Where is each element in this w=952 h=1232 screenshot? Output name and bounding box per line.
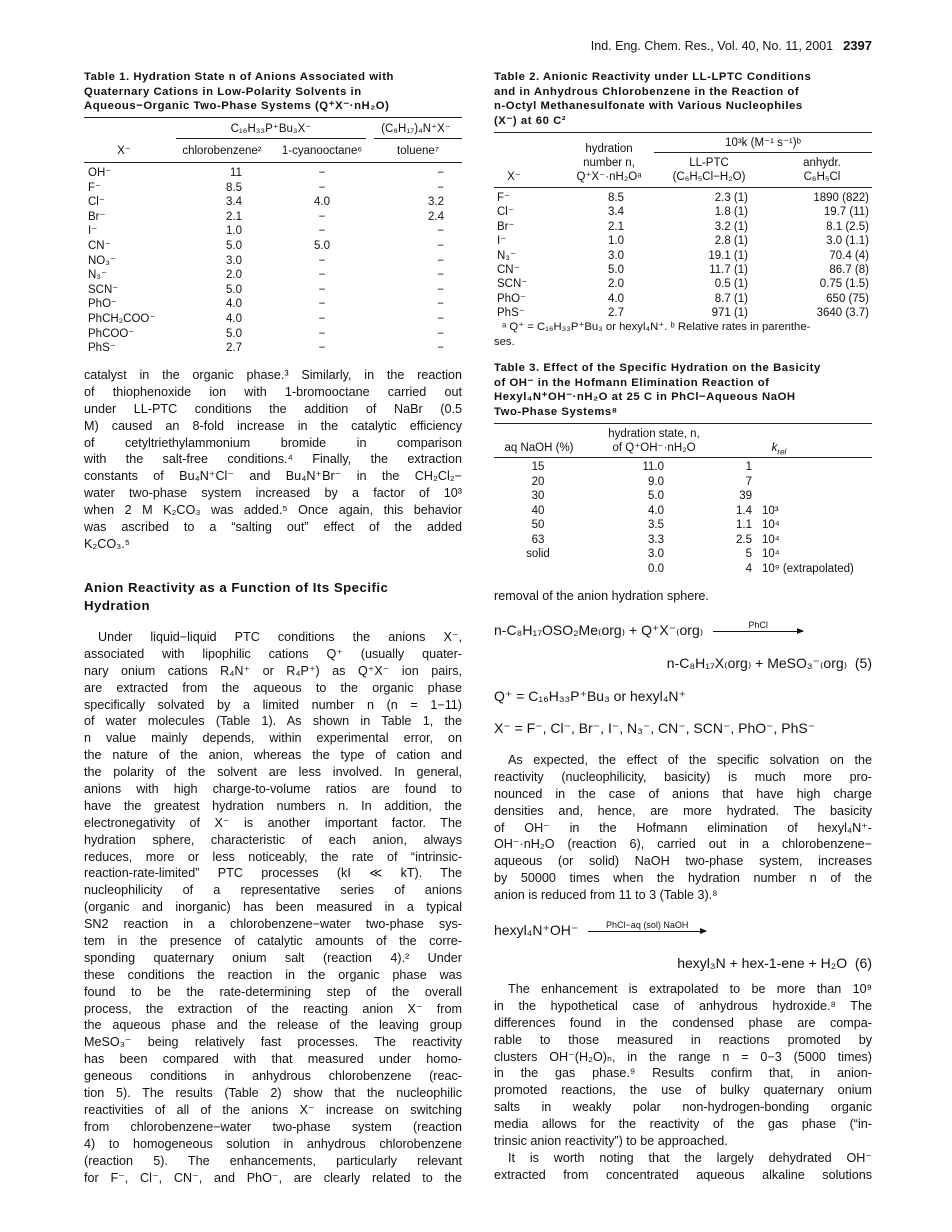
text-line: of thiophenoxide ion with 1-bromooctane carried out bbox=[84, 384, 462, 399]
text-line: tion 5). The results (Table 2) show that the nucleophilic bbox=[84, 1086, 462, 1101]
table-row bbox=[494, 220, 872, 235]
table-row bbox=[84, 166, 462, 181]
table-row bbox=[494, 518, 872, 533]
table-cell: PhCOO⁻ bbox=[88, 327, 135, 340]
text-line: promoted reactions, the use of bulky quaternary onium bbox=[494, 1083, 872, 1098]
group-header: (C₈H₁₇)₄N⁺X⁻ bbox=[381, 123, 451, 135]
table-cell: 5.0 bbox=[226, 327, 242, 340]
table-row bbox=[494, 263, 872, 278]
table-cell: 4.0 bbox=[608, 292, 624, 305]
table-cell: 1.1 bbox=[736, 519, 752, 531]
title-line: Table 1. Hydration State n of Anions Associated with bbox=[84, 71, 395, 83]
text-line: specifically solvated by a limited number n (n = 1−11) bbox=[84, 697, 462, 712]
table-cell: 11.0 bbox=[642, 461, 664, 473]
table-cell: 4.0 bbox=[314, 196, 330, 209]
paragraph bbox=[494, 981, 872, 1150]
text-line: reactivities of all of the anions X⁻ increase on switching bbox=[84, 1102, 462, 1117]
table-row bbox=[494, 205, 872, 220]
text-line: geneous conditions in anhydrous chlorobenzene (reac- bbox=[84, 1069, 462, 1084]
table-row bbox=[84, 239, 462, 254]
table-cell: 1890 (822) bbox=[813, 192, 869, 204]
table-cell: 3.0 bbox=[226, 254, 242, 267]
table-cell: 3.3 bbox=[648, 533, 664, 546]
table-row bbox=[494, 504, 872, 519]
text-line: extracted from concentrated aqueous alkaline solutions bbox=[494, 1167, 872, 1182]
table-cell: − bbox=[318, 254, 326, 267]
table-cell: − bbox=[437, 240, 444, 252]
table-cell: − bbox=[318, 167, 326, 179]
table-cell: 2.7 bbox=[608, 307, 624, 320]
text-line: associated with lipophilic cations Q⁺ (usually quater- bbox=[84, 646, 462, 661]
heading-line: Anion Reactivity as a Function of Its Specific bbox=[84, 580, 389, 595]
footnote-line: ses. bbox=[494, 336, 515, 348]
table-header bbox=[84, 144, 462, 159]
column-header: C₆H₅Cl bbox=[803, 171, 841, 183]
text-line: reaction-rate-limited” PTC processes (kI ≪ kT). The bbox=[84, 866, 462, 881]
text-line: in the hypothetical case of anhydrous hydroxide.⁸ The bbox=[494, 998, 872, 1013]
table-cell: 2.5 bbox=[736, 533, 752, 546]
table-cell: − bbox=[437, 298, 444, 311]
text-line: M) caused an 8-fold increase in the catalytic efficiency bbox=[84, 418, 462, 433]
table-cell: − bbox=[318, 298, 326, 311]
text-line: under LL-PTC conditions the addition of NaBr (0.5 bbox=[84, 401, 462, 416]
text-line: was ascribed to a “salting out” effect of the added bbox=[84, 520, 462, 535]
table-cell: 0.5 (1) bbox=[714, 278, 748, 291]
text-line: of OH⁻ in the Hofmann elimination of hexyl₄N⁺- bbox=[494, 820, 872, 835]
table-3 bbox=[494, 361, 872, 576]
text-line: are extracted from the aqueous to the organic phase bbox=[84, 680, 462, 695]
table-cell: SCN⁻ bbox=[88, 283, 119, 296]
table-row bbox=[494, 234, 872, 249]
table-2-title bbox=[494, 70, 872, 128]
rule bbox=[494, 132, 872, 133]
table-row bbox=[84, 297, 462, 312]
table-3-title bbox=[494, 361, 872, 419]
table-cell: 5.0 bbox=[648, 490, 664, 502]
table-cell: 10⁴ bbox=[762, 519, 780, 531]
text-line: media allows for the reactivity of the gas phase (“in- bbox=[494, 1117, 872, 1132]
table-cell: SCN⁻ bbox=[497, 278, 528, 291]
table-cell: − bbox=[437, 254, 444, 267]
table-header bbox=[494, 441, 872, 456]
column-header: Q⁺X⁻·nH₂Oᵃ bbox=[576, 171, 642, 183]
text-line: by 50000 times when the hydration number n of the bbox=[494, 871, 872, 886]
table-cell: 3.0 (1.1) bbox=[826, 235, 869, 248]
table-cell: 15 bbox=[531, 461, 545, 473]
text-line: the aqueous phase and the release of the leaving group bbox=[84, 1018, 462, 1033]
column-header: (C₆H₅Cl−H₂O) bbox=[672, 171, 746, 183]
group-header: C₁₆H₃₃P⁺Bu₃X⁻ bbox=[230, 123, 312, 135]
text-line: differences found in the condensed phase are compa- bbox=[494, 1015, 872, 1030]
text-line: the polarity of the solvent are less involved. In general, bbox=[84, 765, 462, 780]
table-cell: 11 bbox=[230, 167, 242, 179]
table-cell: − bbox=[318, 283, 326, 296]
text-line: hydration sphere, characteristic of each anion, always bbox=[84, 832, 462, 847]
table-header bbox=[494, 170, 872, 185]
table-cell: − bbox=[437, 313, 444, 325]
text-line: sponding quaternary onium salt (reaction 4).² Under bbox=[84, 950, 462, 965]
reaction-arrow-icon bbox=[588, 919, 706, 932]
table-cell: 30 bbox=[531, 490, 545, 502]
table-row bbox=[494, 277, 872, 292]
text-line: nary onium cations R₄N⁺ or R₄P⁺) as Q⁺X⁻ ion pairs, bbox=[84, 663, 462, 678]
table-row bbox=[494, 489, 872, 504]
title-line: Two-Phase Systems⁸ bbox=[494, 405, 618, 418]
table-cell: 19.7 (11) bbox=[823, 206, 869, 219]
rule bbox=[176, 138, 366, 139]
table-cell: 0.0 bbox=[648, 562, 664, 575]
table-cell: 2.0 bbox=[226, 269, 242, 282]
table-cell: − bbox=[318, 181, 326, 194]
table-row bbox=[494, 249, 872, 264]
table-cell: 2.0 bbox=[608, 278, 624, 291]
table-cell: solid bbox=[526, 548, 550, 560]
table-row bbox=[494, 460, 872, 475]
table-cell: 1 bbox=[745, 461, 752, 473]
text-line: SN2 reaction in a chlorobenzene−water two-phase sys- bbox=[84, 917, 462, 932]
table-row bbox=[494, 547, 872, 562]
title-line: Hexyl₄N⁺OH⁻·nH₂O at 25 C in PhCl−Aqueous NaOH bbox=[494, 391, 796, 404]
table-row bbox=[494, 533, 872, 548]
text-line: catalyst in the organic phase.³ Similarly, in the reaction bbox=[84, 368, 462, 382]
table-cell: − bbox=[318, 342, 326, 355]
table-cell: 8.7 (1) bbox=[714, 292, 748, 305]
table-cell: 9.0 bbox=[648, 475, 664, 488]
table-cell: 5.0 bbox=[226, 240, 242, 252]
table-cell: 10⁹ (extrapolated) bbox=[762, 562, 854, 575]
text-line: constants of Bu₄N⁺Cl⁻ and Bu₄N⁺Br⁻ in the CH₂Cl₂− bbox=[84, 469, 462, 484]
table-cell: 10⁴ bbox=[762, 533, 780, 546]
table-row bbox=[494, 475, 872, 490]
table-cell: 1.0 bbox=[608, 235, 624, 248]
table-cell: 7 bbox=[745, 475, 752, 488]
table-cell: 10⁴ bbox=[762, 548, 780, 560]
table-cell: F⁻ bbox=[497, 192, 511, 204]
text-line: nounced in the case of anions that have high charge bbox=[494, 786, 872, 801]
rule bbox=[374, 138, 462, 139]
text-line: anion is reduced from 11 to 3 (Table 3).⁸ bbox=[494, 888, 718, 903]
text-line: reduces, more or less noticeably, the rate of “intrinsic- bbox=[84, 849, 462, 864]
text-line: the nature of the anion, whereas the type of cation and bbox=[84, 748, 462, 763]
table-cell: 10³ bbox=[762, 504, 779, 517]
table-cell: 971 (1) bbox=[711, 307, 748, 320]
reaction-arrow-icon bbox=[713, 619, 803, 632]
table-cell: 0.75 (1.5) bbox=[819, 278, 869, 291]
table-cell: NO₃⁻ bbox=[88, 254, 117, 267]
table-cell: N₃⁻ bbox=[88, 269, 108, 282]
table-cell: − bbox=[318, 327, 326, 340]
arrow-label: PhCl bbox=[748, 619, 768, 630]
table-cell: I⁻ bbox=[497, 235, 507, 248]
q-definition: Q⁺ = C₁₆H₃₃P⁺Bu₃ or hexyl₄N⁺ bbox=[494, 688, 686, 704]
text-line: nucleophilicity of a representative series of anions bbox=[84, 883, 462, 898]
table-cell: 3.2 bbox=[428, 196, 444, 209]
text-line: rable to those measured in reactions promoted by bbox=[494, 1032, 872, 1047]
table-cell: 1.8 (1) bbox=[714, 206, 748, 219]
x-definition: X⁻ = F⁻, Cl⁻, Br⁻, I⁻, N₃⁻, CN⁻, SCN⁻, PhO⁻, PhS⁻ bbox=[494, 720, 816, 736]
page-number: 2397 bbox=[843, 38, 872, 53]
table-row bbox=[84, 254, 462, 269]
rule bbox=[84, 162, 462, 163]
text-line: Under liquid−liquid PTC conditions the anions X⁻, bbox=[98, 630, 462, 644]
journal-citation: Ind. Eng. Chem. Res., Vol. 40, No. 11, 2001 bbox=[590, 39, 834, 53]
title-line: Quaternary Cations in Low-Polarity Solvents in bbox=[84, 85, 362, 98]
column-header: X⁻ bbox=[507, 171, 521, 183]
table-cell: F⁻ bbox=[88, 181, 102, 194]
equation-products: hexyl₃N + hex-1-ene + H₂O bbox=[677, 955, 848, 971]
equation-products: n-C₈H₁₇X₍org₎ + MeSO₃⁻₍org₎ bbox=[666, 655, 848, 671]
table-cell: 2.7 bbox=[226, 342, 242, 355]
table-cell: PhS⁻ bbox=[497, 307, 525, 320]
table-cell: 70.4 (4) bbox=[829, 249, 869, 262]
title-line: and in Anhydrous Chlorobenzene in the Reaction of bbox=[494, 85, 800, 98]
text-line: aqueous (or solid) NaOH two-phase system, increases bbox=[494, 854, 872, 869]
table-row bbox=[494, 292, 872, 307]
paragraph bbox=[84, 629, 462, 1186]
table-cell: − bbox=[437, 167, 444, 179]
table-cell: 4.0 bbox=[226, 298, 242, 311]
column-header: chlorobenzene² bbox=[182, 145, 262, 157]
equation-5 bbox=[494, 619, 803, 639]
table-cell: 39 bbox=[739, 490, 752, 502]
rule bbox=[494, 187, 872, 188]
table-cell: 8.1 (2.5) bbox=[826, 220, 869, 233]
table-row bbox=[494, 306, 872, 321]
table-cell: 2.1 bbox=[226, 210, 242, 223]
table-cell: PhS⁻ bbox=[88, 342, 116, 355]
text-line: reactivity (nucleophilicity, basicity) is much more pro- bbox=[494, 769, 872, 784]
paragraph bbox=[494, 1150, 872, 1184]
table-cell: Cl⁻ bbox=[497, 206, 514, 219]
table-cell: 4.0 bbox=[648, 504, 664, 517]
text-line: n value mainly depends, within experimental error, on bbox=[84, 731, 462, 746]
rule bbox=[494, 457, 872, 458]
table-cell: 8.5 bbox=[608, 192, 624, 204]
text-line: K₂CO₃.⁵ bbox=[84, 536, 131, 551]
table-cell: PhO⁻ bbox=[497, 292, 527, 305]
table-row bbox=[84, 268, 462, 283]
table-row bbox=[84, 224, 462, 239]
paragraph bbox=[494, 588, 872, 605]
table-cell: OH⁻ bbox=[88, 167, 112, 179]
text-line: in the gas phase.⁹ Results confirm that, in anion- bbox=[494, 1066, 872, 1081]
text-line: from chlorobenzene−water two-phase system (reaction bbox=[84, 1119, 462, 1134]
table-cell: 3640 (3.7) bbox=[816, 307, 869, 320]
column-header: hydration state, n, bbox=[608, 428, 700, 440]
column-header: aq NaOH (%) bbox=[504, 442, 574, 454]
text-line: OH⁻·nH₂O (reaction 6), carried out in a chlorobenzene− bbox=[494, 837, 872, 852]
section-heading bbox=[84, 579, 462, 615]
table-cell: 3.5 bbox=[648, 519, 664, 531]
equation-reactants: hexyl₄N⁺OH⁻ bbox=[494, 922, 579, 938]
table-cell: 650 (75) bbox=[826, 292, 869, 305]
table-cell: 2.3 (1) bbox=[714, 192, 748, 204]
table-cell: 19.1 (1) bbox=[708, 249, 748, 262]
table-row bbox=[84, 341, 462, 356]
text-line: 4) to homogeneous solution in anhydrous chlorobenzene bbox=[84, 1136, 462, 1151]
table-row bbox=[84, 283, 462, 298]
paragraph bbox=[494, 752, 872, 904]
text-line: for F⁻, Cl⁻, CN⁻, and PhO⁻, are clearly related to the bbox=[84, 1170, 462, 1185]
table-cell: 5 bbox=[745, 548, 752, 560]
text-line: when 2 M K₂CO₃ was added.⁵ Once again, this behavior bbox=[84, 503, 462, 518]
text-line: have the greatest hydration numbers n. In addition, the bbox=[84, 798, 462, 813]
equation-6-products bbox=[677, 955, 872, 971]
text-line: tem in the presence of catalytic amounts of the corre- bbox=[84, 934, 462, 949]
table-cell: 8.5 bbox=[226, 181, 242, 194]
table-cell: − bbox=[437, 269, 444, 282]
table-cell: PhO⁻ bbox=[88, 298, 118, 311]
table-header bbox=[494, 156, 872, 171]
equation-6 bbox=[494, 919, 706, 939]
column-header: anhydr. bbox=[803, 157, 841, 169]
table-cell: 4.0 bbox=[226, 313, 242, 325]
table-cell: Br⁻ bbox=[88, 210, 106, 223]
table-cell: 2.1 bbox=[608, 220, 624, 233]
text-line: trinsic anion reactivity”) to be approached. bbox=[494, 1134, 728, 1149]
column-header: hydration bbox=[585, 143, 633, 155]
title-line: Table 2. Anionic Reactivity under LL-LPTC Conditions bbox=[494, 71, 812, 83]
arrow-label: PhCl−aq (sol) NaOH bbox=[606, 919, 689, 930]
table-cell: 3.0 bbox=[648, 548, 664, 560]
title-line: Table 3. Effect of the Specific Hydration on the Basicity bbox=[494, 362, 821, 374]
text-line: removal of the anion hydration sphere. bbox=[494, 589, 709, 603]
equation-5-products bbox=[667, 655, 872, 672]
title-line: (X⁻) at 60 C² bbox=[494, 114, 567, 127]
equation-number: (5) bbox=[854, 655, 872, 671]
table-1-title bbox=[84, 70, 462, 114]
equation-reactants: n-C₈H₁₇OSO₂Me₍org₎ + Q⁺X⁻₍org₎ bbox=[494, 622, 704, 638]
column-header: X⁻ bbox=[117, 145, 131, 157]
text-line: of water molecules (Table 1). As shown in Table 1, the bbox=[84, 714, 462, 729]
text-line: anions with high charge-to-volume ratios are found to bbox=[84, 782, 462, 797]
column-header: toluene⁷ bbox=[397, 145, 439, 157]
table-cell: − bbox=[437, 225, 444, 238]
text-line: densities and, hence, are more hydrated. The basicity bbox=[494, 803, 872, 818]
table-cell: 2.4 bbox=[428, 210, 444, 223]
table-cell: 1.0 bbox=[226, 225, 242, 238]
table-row bbox=[84, 195, 462, 210]
table-cell: 50 bbox=[531, 519, 545, 531]
column-header: 1-cyanooctane⁶ bbox=[281, 145, 363, 157]
footnote-line: ᵃ Q⁺ = C₁₆H₃₃P⁺Bu₃ or hexyl₄N⁺. ᵇ Relative rates in parenthe- bbox=[502, 321, 811, 333]
table-cell: 5.0 bbox=[608, 264, 624, 276]
text-line: water two-phase system increased by a factor of 10³ bbox=[84, 486, 462, 501]
table-cell: CN⁻ bbox=[88, 240, 111, 252]
table-cell: 3.2 (1) bbox=[714, 220, 748, 233]
equation-number: (6) bbox=[854, 955, 872, 971]
table-cell: Cl⁻ bbox=[88, 196, 105, 209]
table-cell: − bbox=[437, 342, 444, 355]
table-cell: CN⁻ bbox=[497, 264, 520, 276]
text-line: MeSO₃⁻ being relatively fast processes. The reactivity bbox=[84, 1035, 462, 1050]
table-cell: 11.7 (1) bbox=[709, 264, 748, 276]
title-line: n-Octyl Methanesulfonate with Various Nucleophiles bbox=[494, 100, 803, 113]
table-cell: Br⁻ bbox=[497, 220, 515, 233]
text-line: clusters OH⁻(H₂O)ₙ, in the range n = 0−3 (5000 times) bbox=[494, 1049, 872, 1064]
column-header: of Q⁺OH⁻·nH₂O bbox=[612, 442, 696, 454]
table-cell: 3.4 bbox=[608, 206, 624, 219]
column-header: $k_{rel}$ bbox=[771, 442, 787, 457]
table-cell: − bbox=[318, 225, 326, 238]
table-row bbox=[84, 181, 462, 196]
table-cell: − bbox=[318, 269, 326, 282]
text-line: these conditions the reaction in the organic phase was bbox=[84, 967, 462, 982]
column-header: number n, bbox=[583, 157, 635, 169]
text-line: It is worth noting that the largely dehydrated OH⁻ bbox=[508, 1151, 872, 1165]
table-cell: − bbox=[437, 327, 444, 340]
text-line: of cetyltriethylammonium bromide in comparison bbox=[84, 435, 462, 450]
table-cell: − bbox=[318, 210, 326, 223]
text-line: with the salt-free conditions.⁴ Finally, the extraction bbox=[84, 452, 462, 467]
table-row bbox=[494, 191, 872, 206]
table-1 bbox=[84, 70, 462, 360]
table-cell: 3.4 bbox=[226, 196, 242, 209]
text-line: electronegativity of X⁻ is another important factor. The bbox=[84, 815, 462, 830]
column-header: LL-PTC bbox=[689, 157, 729, 169]
table-cell: − bbox=[437, 283, 444, 296]
table-cell: 63 bbox=[531, 533, 545, 546]
table-row bbox=[84, 210, 462, 225]
table-row bbox=[84, 327, 462, 342]
table-cell: 20 bbox=[531, 475, 545, 488]
table-cell: 4 bbox=[745, 562, 752, 575]
paragraph bbox=[84, 367, 462, 553]
heading-line: Hydration bbox=[84, 598, 151, 613]
table-cell: 40 bbox=[531, 504, 545, 517]
text-line: salts in weakly polar non-hydrogen-bonding organic bbox=[494, 1100, 872, 1115]
table-cell: 5.0 bbox=[314, 240, 330, 252]
title-line: Aqueous−Organic Two-Phase Systems (Q⁺X⁻·nH₂O) bbox=[84, 100, 390, 113]
table-cell: 86.7 (8) bbox=[829, 264, 869, 276]
table-row bbox=[494, 562, 872, 577]
table-cell: − bbox=[318, 313, 326, 325]
text-line: process, the extraction of the reacting anion X⁻ from bbox=[84, 1001, 462, 1016]
table-cell: 2.8 (1) bbox=[714, 235, 748, 248]
table-cell: I⁻ bbox=[88, 225, 98, 238]
text-line: (reaction 5). The enhancements, particularly relevant bbox=[84, 1153, 462, 1168]
text-line: found to be the rate-determining step of the overall bbox=[84, 984, 462, 999]
table-cell: − bbox=[437, 181, 444, 194]
table-cell: 5.0 bbox=[226, 283, 242, 296]
table-2 bbox=[494, 70, 872, 355]
text-line: The enhancement is extrapolated to be more than 10⁹ bbox=[508, 982, 872, 996]
group-header: 10³k (M⁻¹ s⁻¹)ᵇ bbox=[725, 137, 801, 149]
table-cell: 3.0 bbox=[608, 249, 624, 262]
table-row bbox=[84, 312, 462, 327]
text-line: As expected, the effect of the specific solvation on the bbox=[508, 753, 872, 767]
table-2-footnote bbox=[494, 320, 872, 350]
table-cell: N₃⁻ bbox=[497, 249, 517, 262]
table-header bbox=[494, 142, 872, 157]
rule bbox=[84, 117, 462, 118]
rule bbox=[494, 423, 872, 424]
text-line: has been compared with that measured under homo- bbox=[84, 1052, 462, 1067]
krel-label: rel bbox=[777, 447, 787, 457]
table-cell: 1.4 bbox=[736, 504, 752, 517]
table-header bbox=[494, 427, 872, 442]
title-line: of OH⁻ in the Hofmann Elimination Reaction of bbox=[494, 376, 770, 389]
table-header-group bbox=[84, 122, 462, 137]
table-cell: PhCH₂COO⁻ bbox=[88, 313, 156, 325]
running-header bbox=[540, 38, 872, 53]
text-line: (organic and inorganic) has been measured in a typical bbox=[84, 900, 462, 915]
